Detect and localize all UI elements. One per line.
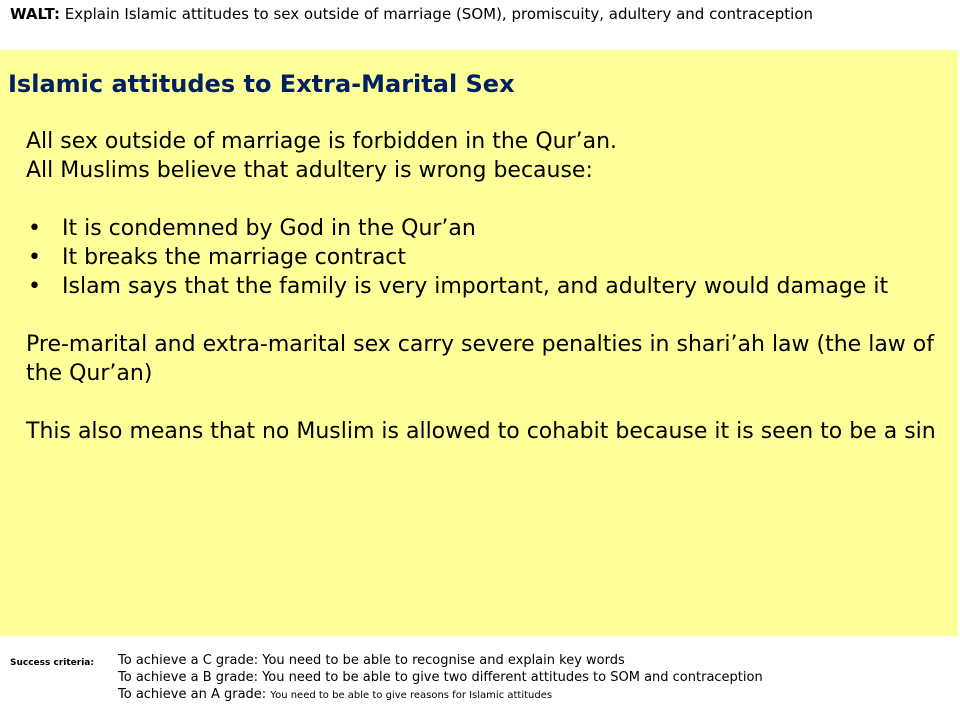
walt-text: Explain Islamic attitudes to sex outside of marriage (SOM), promiscuity, adultery and contraception — [59, 5, 814, 23]
walt-objective — [10, 4, 950, 24]
penalties-paragraph: Pre-marital and extra-marital sex carry severe penalties in shari’ah law (the law of the Qur’an) — [26, 332, 934, 386]
intro-line-2: All Muslims believe that adultery is wrong because: — [26, 158, 593, 183]
slide-title: Islamic attitudes to Extra-Marital Sex — [8, 70, 515, 98]
list-item: • Islam says that the family is very important, and adultery would damage it — [28, 274, 889, 299]
list-item: • It is condemned by God in the Qur’an — [28, 216, 476, 241]
a-grade-criterion: To achieve an A grade: You need to be able to give reasons for Islamic attitudes — [118, 687, 553, 702]
walt-label: WALT: — [10, 5, 60, 23]
reasons-list — [26, 214, 936, 301]
cohabit-paragraph: This also means that no Muslim is allowed to cohabit because it is seen to be a sin — [26, 419, 936, 444]
list-item: • It breaks the marriage contract — [28, 245, 407, 270]
c-grade-criterion: To achieve a C grade: You need to be able to recognise and explain key words — [118, 653, 625, 668]
slide-body — [26, 127, 936, 446]
success-criteria-label: Success criteria: — [10, 658, 94, 668]
bullet-icon: • — [28, 245, 41, 270]
intro-line-1: All sex outside of marriage is forbidden in the Qur’an. — [26, 129, 618, 154]
bullet-icon: • — [28, 216, 41, 241]
bullet-icon: • — [28, 274, 41, 299]
b-grade-criterion: To achieve a B grade: You need to be able to give two different attitudes to SOM and contraception — [118, 670, 763, 685]
